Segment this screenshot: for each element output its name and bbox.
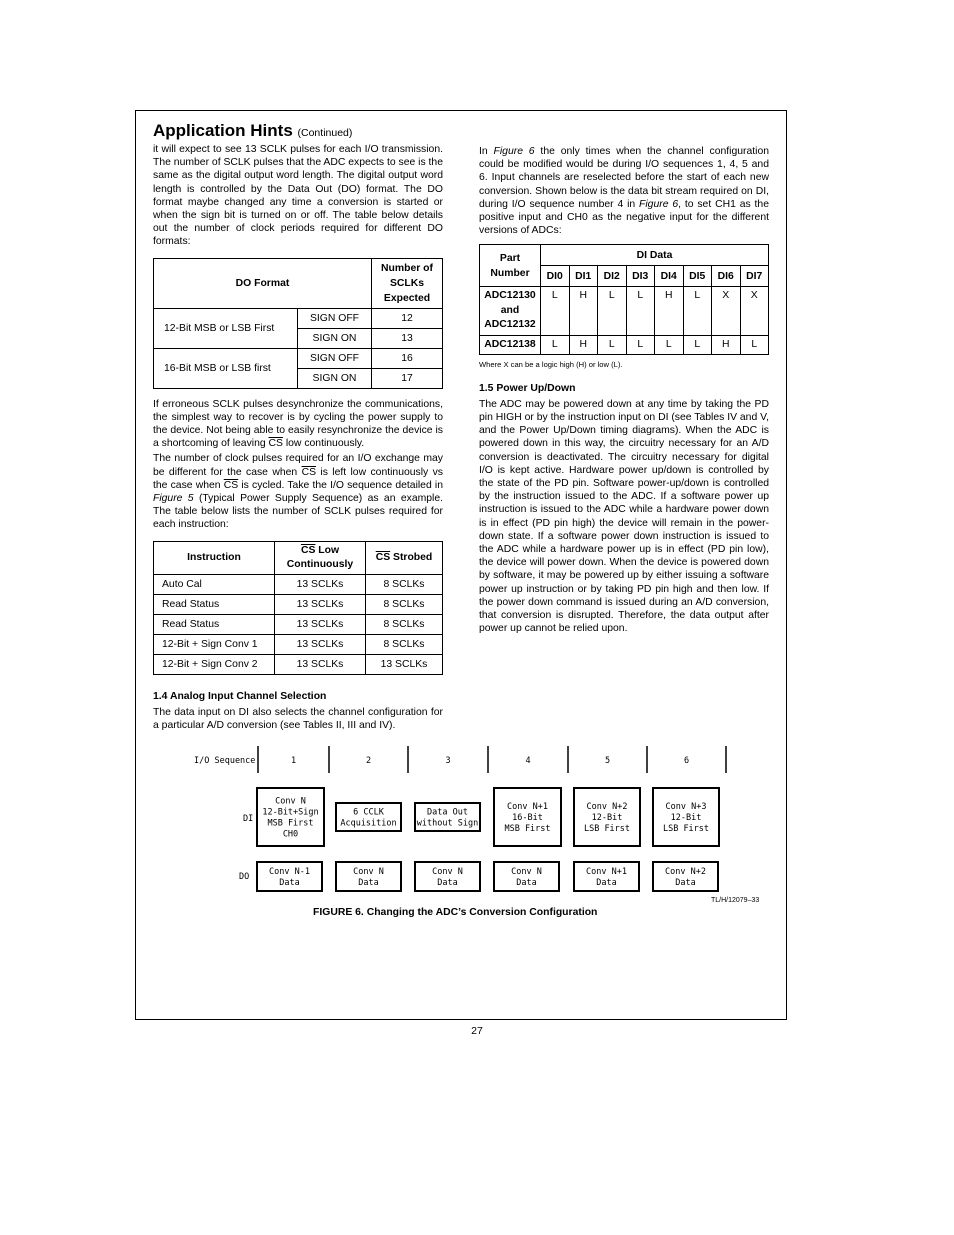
sequence-dividers [258, 746, 726, 773]
table-cell: SIGN OFF [298, 308, 372, 328]
box-label: Conv N [275, 796, 306, 807]
di-box [415, 803, 480, 831]
box-label: Conv N+2 [665, 867, 706, 877]
table-row: ADC12138 L H L L L L H L [480, 335, 769, 355]
box-label: 12-Bit [670, 813, 702, 823]
box-label: Conv N+2 [586, 802, 628, 812]
box-label: CH0 [282, 829, 299, 840]
box-label: LSB First [583, 824, 631, 834]
table-row: 12-Bit + Sign Conv 2 13 SCLKs 13 SCLKs [154, 654, 443, 674]
table-header: $\overline{CS}$ Strobed [366, 541, 443, 574]
table-header: Number of SCLKs Expected [372, 258, 443, 308]
table-row [154, 348, 443, 368]
table-header: DI6 [712, 266, 741, 287]
di-box [336, 803, 401, 831]
di-data-table [479, 244, 769, 355]
box-label: Conv N-1 [269, 867, 310, 877]
left-paragraph-4: The data input on DI also selects the channel configuration for a particular A/D conversion (see Tables II, III and IV). [153, 706, 443, 732]
instruction-table [153, 541, 443, 675]
box-label: MSB First [504, 824, 551, 834]
io-sequence-label: I/O Sequence [194, 756, 256, 766]
right-column [479, 145, 769, 637]
sequence-number: 2 [365, 756, 372, 766]
table-cell: 16 [372, 348, 443, 368]
section-heading-1-4: 1.4 Analog Input Channel Selection [153, 690, 327, 702]
title-continued: (Continued) [297, 127, 353, 139]
table-cell: 17 [372, 368, 443, 388]
do-box [415, 862, 480, 891]
table-cell: 12 [372, 308, 443, 328]
table-header: DI5 [683, 266, 712, 287]
table-header: DI3 [626, 266, 655, 287]
do-box [653, 862, 718, 891]
right-paragraph-1: In Figure 6 the only times when the channel configuration could be modified would be during I/O sequences 1, 4, 5 and 6. Input channels are reselected before the start of each new conversion. Shown below is the data bit stream required on DI, during I/O sequence number 4 in Figure 6, to set CH1 as the positive input and CH0 as the negative input for the different versions of ADCs: [479, 146, 769, 237]
box-label: Data [596, 878, 617, 888]
box-label: 12-Bit [591, 813, 623, 823]
table-cell: 16-Bit MSB or LSB first [154, 348, 298, 388]
table-row: Read Status 13 SCLKs 8 SCLKs [154, 594, 443, 614]
figure-caption: FIGURE 6. Changing the ADC’s Conversion Configuration [313, 907, 598, 918]
box-label: Conv N+3 [665, 802, 707, 812]
box-label: Data Out [427, 807, 468, 818]
do-box [336, 862, 401, 891]
box-label: LSB First [662, 824, 710, 834]
figure-id: TL/H/12079–33 [711, 897, 760, 904]
table-cell: 13 [372, 328, 443, 348]
table-header: DO Format [154, 258, 372, 308]
table-header: DI4 [655, 266, 684, 287]
left-paragraph-1: it will expect to see 13 SCLK pulses for each I/O transmission. The number of SCLK pulses that the ADC expects to see is the same as the digital output word length. The digital output word length is controlled by the Data Out (DO) format. The DO format maybe changed any time a conversion is started or when the sign bit is turned on or off. The table below details out the number of clock periods required for different DO formats: [153, 144, 443, 248]
box-label: Conv N [432, 867, 463, 877]
do-boxes [257, 862, 718, 891]
box-label: Data [437, 878, 458, 888]
table-header: DI2 [598, 266, 627, 287]
section-heading-1-5: 1.5 Power Up/Down [479, 382, 576, 394]
box-label: Conv N+1 [586, 867, 627, 877]
table-header: $\overline{CS}$ Low Continuously [275, 541, 366, 574]
table-header: Instruction [154, 541, 275, 574]
left-column [153, 143, 443, 734]
right-paragraph-2: The ADC may be powered down at any time by taking the PD pin HIGH or by the instruction input on DI (see Tables IV and V, and the Power Up/Down timing diagrams). When the ADC is powered down in this way, the circuitry necessary for an A/D conversion is deactivated. The circuitry necessary for digital I/O is kept active. Hardware power up/down is controlled by the state of the PD pin. Software power-up/down is controlled by the instruction issued to the ADC. If a software power up instruction is issued to the ADC while a hardware power down is in effect (PD pin high) the device will remain in the power-down state. If a software power down instruction is issued to the ADC while a hardware power up is in effect (PD pin low), the device will power down. When the device is powered down by software, it may be powered up by either issuing a software power up instruction or by taking PD pin high and then low. If the power down command is issued during an A/D conversion, that conversion is disrupted. Therefore, the data output after power up cannot be relied upon. [479, 398, 769, 635]
table-row: Read Status 13 SCLKs 8 SCLKs [154, 614, 443, 634]
box-label: Conv N [353, 867, 384, 877]
di-box [494, 788, 561, 846]
box-label: Conv N [511, 867, 542, 877]
sequence-number: 5 [604, 756, 611, 766]
table-row: 12-Bit + Sign Conv 1 13 SCLKs 8 SCLKs [154, 634, 443, 654]
di-box [574, 788, 640, 846]
box-label: Conv N+1 [507, 802, 548, 812]
table-row: Auto Cal 13 SCLKs 8 SCLKs [154, 574, 443, 594]
table-cell: SIGN ON [298, 328, 372, 348]
sequence-number: 1 [290, 756, 297, 766]
page-title: Application Hints (Continued) [153, 121, 353, 140]
do-label: DO [239, 872, 250, 882]
table-header: DI Data [541, 245, 769, 266]
box-label: 16-Bit [512, 813, 543, 823]
table-row: ADC12130 and ADC12132 L H L L H L X X [480, 287, 769, 336]
box-label: 6 CCLK [353, 807, 384, 818]
left-paragraph-3: The number of clock pulses required for an I/O exchange may be different for the case when $\overline{CS}$ is left low continuously vs the case when $\overline{CS}$ is cycled. Take the I/O sequence detailed in Figure 5 (Typical Power Supply Sequence) as an example. The table below lists the number of SCLK pulses required for each instruction: [153, 453, 444, 531]
di-box [257, 788, 324, 846]
page-number: 27 [471, 1025, 483, 1037]
box-label: Data [516, 878, 537, 888]
table-note: Where X can be a logic high (H) or low (L). [479, 360, 623, 370]
box-label: 12-Bit+Sign [262, 807, 319, 818]
box-label: Acquisition [340, 818, 397, 829]
table-header: Part Number [480, 245, 541, 287]
table-row [154, 308, 443, 328]
table-cell: SIGN OFF [298, 348, 372, 368]
sequence-number: 6 [683, 756, 690, 766]
di-box [653, 788, 719, 846]
table-header: DI0 [541, 266, 570, 287]
box-label: Data [358, 878, 379, 888]
do-box [574, 862, 639, 891]
table-cell: SIGN ON [298, 368, 372, 388]
table-cell: 12-Bit MSB or LSB First [154, 308, 298, 348]
sequence-number: 3 [445, 756, 451, 766]
table-header: DI1 [569, 266, 598, 287]
do-format-table [153, 258, 443, 389]
box-label: Data [675, 878, 696, 888]
do-box [494, 862, 559, 891]
figure-6-timing-diagram [180, 738, 740, 898]
sequence-number: 4 [525, 756, 531, 766]
di-label: DI [243, 814, 254, 824]
box-label: without Sign [416, 818, 479, 829]
box-label: Data [279, 878, 300, 888]
sequence-numbers [291, 756, 689, 766]
di-boxes [257, 788, 719, 846]
box-label: MSB First [267, 818, 314, 829]
do-box [257, 862, 322, 891]
left-paragraph-2: If erroneous SCLK pulses desynchronize the communications, the simplest way to recover is by cycling the power supply to the device. Not being able to easily resynchronize the device is a shortcoming of leaving $\overline{CS}$ low continuously. [153, 398, 443, 450]
table-header: DI7 [740, 266, 769, 287]
